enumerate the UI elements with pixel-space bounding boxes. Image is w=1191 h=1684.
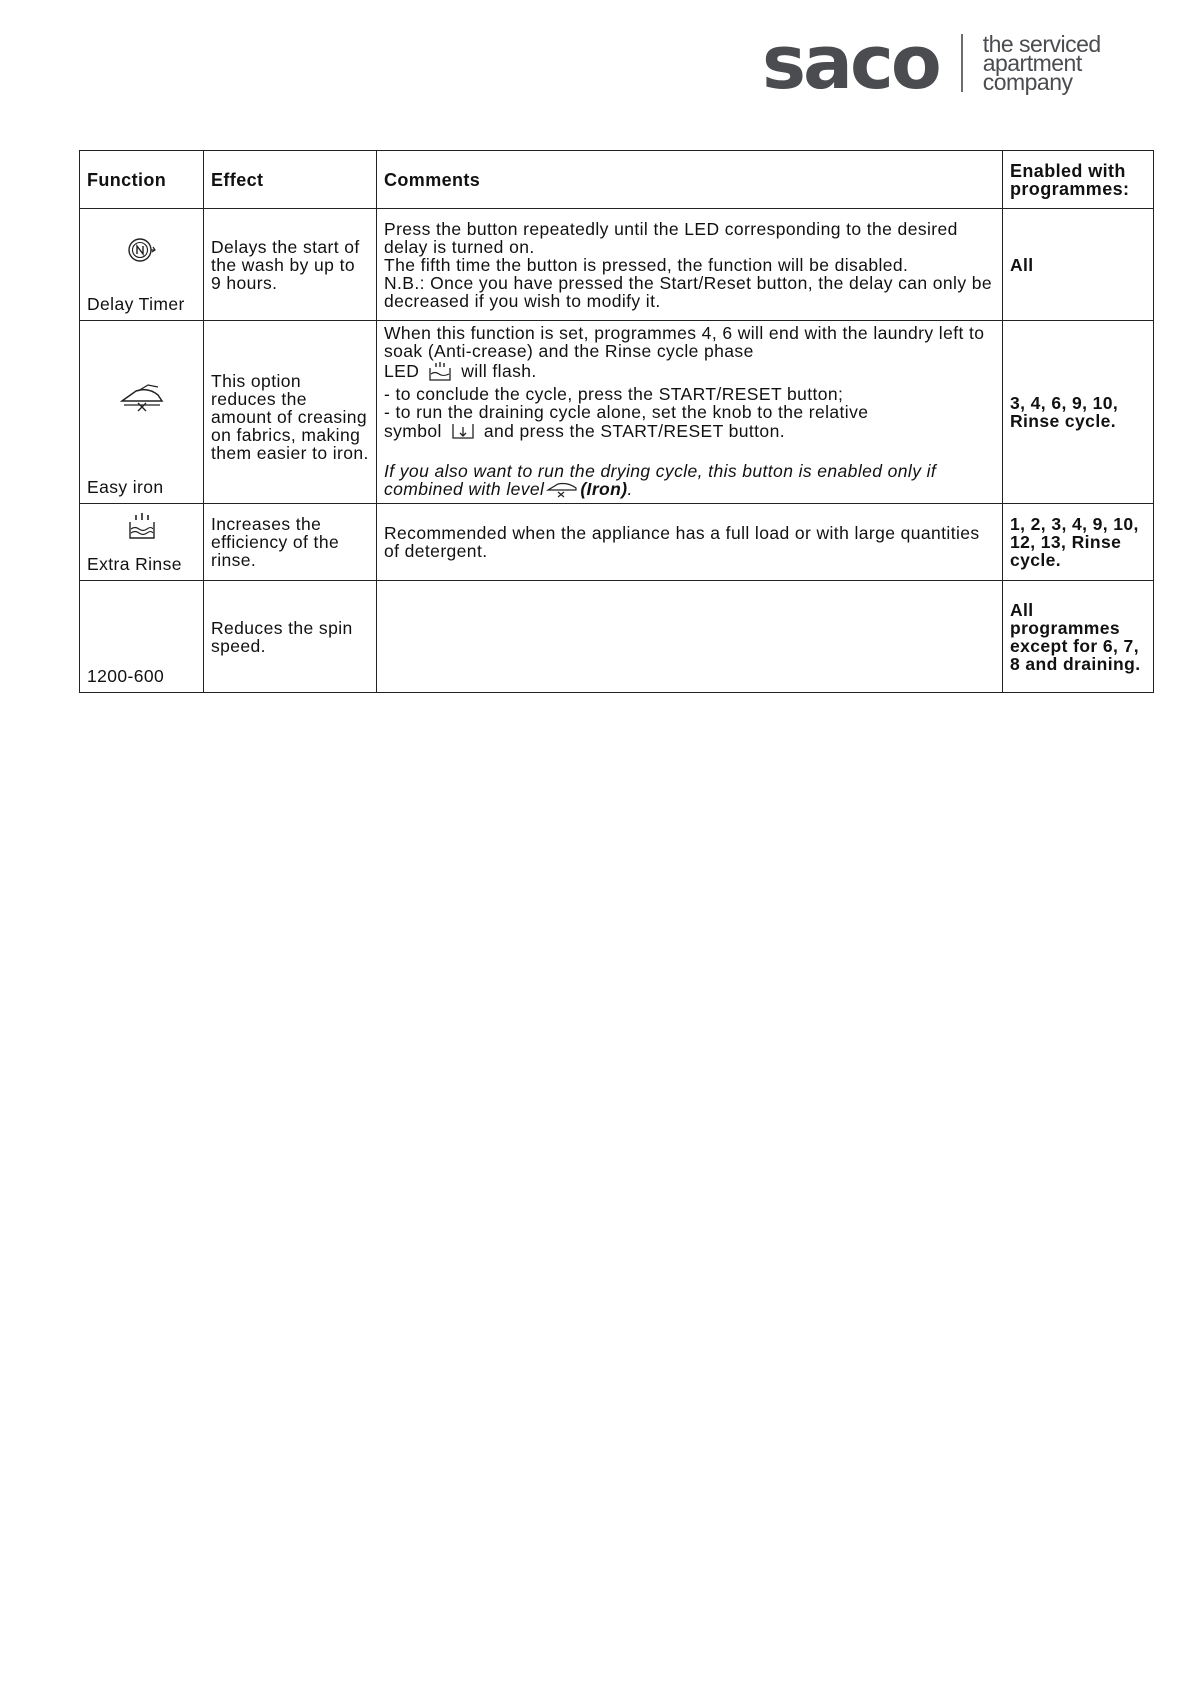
table-row	[80, 581, 1154, 693]
comment-line	[384, 462, 995, 501]
enabled-cell: All	[1003, 209, 1154, 321]
enabled-cell: All programmes except for 6, 7, 8 and draining.	[1003, 581, 1154, 693]
header-effect: Effect	[204, 151, 377, 209]
comment-line	[384, 360, 995, 385]
comment-line: - to run the draining cycle alone, set the knob to the relative	[384, 401, 869, 422]
delay-timer-icon	[80, 235, 203, 268]
comment-line: N.B.: Once you have pressed the Start/Reset button, the delay can only be decreased if you wish to modify it.	[384, 272, 993, 311]
effect-cell: This option reduces the amount of creasing on fabrics, making them easier to iron.	[204, 321, 377, 504]
symbol-label: symbol	[384, 420, 442, 441]
comment-line: When this function is set, programmes 4, 6 will end with the laundry left to soak (Anti-crease) and the Rinse cycle phase	[384, 322, 985, 361]
function-cell	[80, 209, 204, 321]
comment-line: The fifth time the button is pressed, the function will be disabled.	[384, 254, 909, 275]
led-suffix: will flash.	[461, 360, 537, 381]
comment-line: - to conclude the cycle, press the START/RESET button;	[384, 383, 844, 404]
effect-cell: Delays the start of the wash by up to 9 hours.	[204, 209, 377, 321]
logo-tagline-line: company	[982, 68, 1073, 95]
table-row	[80, 504, 1154, 581]
logo-tagline-line: the serviced	[982, 30, 1101, 57]
table-row	[80, 209, 1154, 321]
comments-cell	[377, 581, 1003, 693]
effect-cell: Reduces the spin speed.	[204, 581, 377, 693]
comments-cell	[377, 321, 1003, 504]
italic-note-bold: (Iron)	[580, 478, 628, 499]
logo-wordmark: saco	[762, 20, 939, 106]
functions-table	[79, 150, 1154, 693]
symbol-suffix: and press the START/RESET button.	[483, 420, 785, 441]
effect-cell: Increases the efficiency of the rinse.	[204, 504, 377, 581]
italic-note-end: .	[627, 478, 633, 499]
function-name: Delay Timer	[87, 294, 185, 314]
comment-line	[384, 421, 995, 444]
function-cell	[80, 581, 204, 693]
header-enabled: Enabled with programmes:	[1003, 151, 1154, 209]
function-cell	[80, 321, 204, 504]
header-comments: Comments	[377, 151, 1003, 209]
saco-logo	[762, 20, 1101, 106]
logo-divider	[961, 34, 963, 92]
comments-cell	[377, 209, 1003, 321]
table-row	[80, 321, 1154, 504]
comments-cell: Recommended when the appliance has a full load or with large quantities of detergent.	[377, 504, 1003, 581]
comment-line: Press the button repeatedly until the LED corresponding to the desired delay is turned on.	[384, 218, 958, 257]
italic-note: If you also want to run the drying cycle, this button is enabled only if combined with level	[384, 460, 937, 499]
function-name: Easy iron	[87, 477, 164, 497]
function-name: Extra Rinse	[87, 554, 182, 574]
drain-icon	[450, 421, 476, 444]
led-label: LED	[384, 360, 420, 381]
iron-level-icon	[546, 480, 578, 501]
extra-rinse-icon	[80, 512, 203, 543]
enabled-cell: 3, 4, 6, 9, 10, Rinse cycle.	[1003, 321, 1154, 504]
logo-tagline	[982, 30, 1101, 95]
iron-icon	[80, 381, 203, 416]
enabled-cell: 1, 2, 3, 4, 9, 10, 12, 13, Rinse cycle.	[1003, 504, 1154, 581]
function-cell	[80, 504, 204, 581]
rinse-led-icon	[427, 360, 453, 385]
table-header-row	[80, 151, 1154, 209]
header-function: Function	[80, 151, 204, 209]
function-name: 1200-600	[87, 666, 165, 686]
logo-tagline-line: apartment	[982, 49, 1082, 76]
